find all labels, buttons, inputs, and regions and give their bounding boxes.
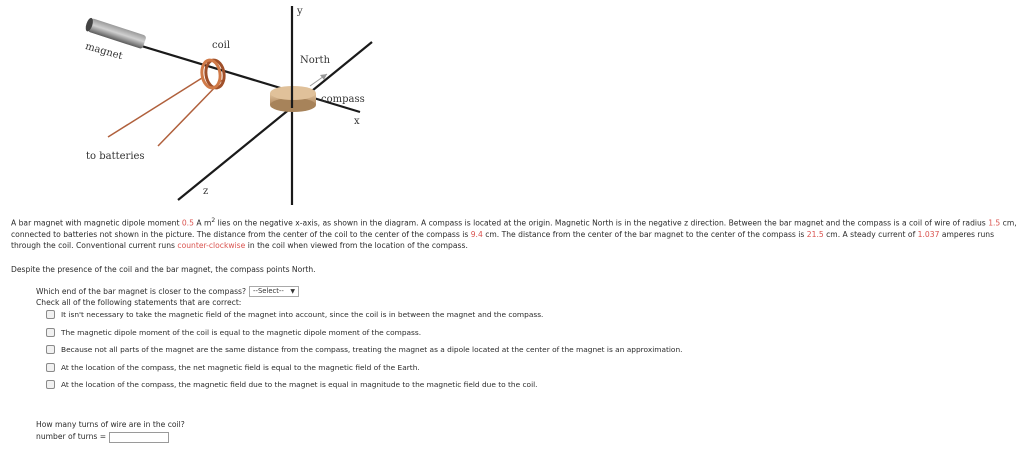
statement-item[interactable] bbox=[46, 341, 683, 359]
z-axis-label: z bbox=[203, 186, 209, 197]
coil bbox=[200, 59, 226, 89]
magnet-end-question-label: Which end of the bar magnet is closer to the compass? bbox=[36, 287, 247, 296]
diagram-canvas bbox=[0, 0, 1024, 210]
compass-prompt: Despite the presence of the coil and the bar magnet, the compass points North. bbox=[11, 265, 316, 274]
problem-text: cm, connected to batteries not shown in the picture. The distance from the center of the coil to the center of the compass is bbox=[11, 218, 1017, 239]
magnet-distance-value: 21.5 bbox=[806, 229, 824, 239]
statement-list bbox=[46, 306, 683, 394]
statement-checkbox[interactable] bbox=[46, 328, 55, 337]
statement-checkbox[interactable] bbox=[46, 310, 55, 319]
magnet-label: magnet bbox=[83, 41, 124, 63]
statement-text: At the location of the compass, the net magnetic field is equal to the magnetic field of the Earth. bbox=[61, 362, 420, 372]
magnet-end-select[interactable] bbox=[249, 286, 299, 297]
x-axis-label: x bbox=[354, 116, 360, 127]
statement-text: The magnetic dipole moment of the coil is equal to the magnetic dipole moment of the compass. bbox=[61, 327, 422, 337]
chevron-down-icon: ▼ bbox=[290, 288, 296, 295]
problem-text: lies on the negative x-axis, as shown in the diagram. A compass is located at the origin. Magnetic North is in the negative z direction. Between the bar magnet and the compass is a coil of wire of radius bbox=[215, 218, 989, 228]
problem-text: amperes runs through the coil. Conventional current runs bbox=[11, 229, 995, 250]
physics-diagram bbox=[0, 0, 1024, 210]
north-label: North bbox=[300, 55, 331, 66]
coil-radius-value: 1.5 bbox=[988, 218, 1001, 228]
problem-text: in the coil when viewed from the location of the compass. bbox=[245, 240, 468, 250]
statement-text: Because not all parts of the magnet are the same distance from the compass, treating the magnet as a dipole located at the center of the magnet is an approximation. bbox=[61, 345, 683, 355]
current-value: 1.037 bbox=[917, 229, 940, 239]
coil-label: coil bbox=[212, 40, 231, 51]
wire-2 bbox=[158, 80, 222, 146]
problem-text: A m bbox=[193, 218, 212, 228]
unit-superscript: 2 bbox=[211, 217, 216, 224]
check-instruction: Check all of the following statements that are correct: bbox=[36, 298, 242, 307]
problem-text: A bar magnet with magnetic dipole moment bbox=[11, 218, 182, 228]
question-magnet-end bbox=[36, 286, 299, 308]
batteries-label: to batteries bbox=[86, 151, 145, 162]
select-value: --Select-- bbox=[253, 287, 284, 295]
current-direction-value: counter-clockwise bbox=[177, 240, 246, 250]
question-turns bbox=[36, 419, 185, 443]
dipole-moment-value: 0.5 bbox=[181, 218, 194, 228]
statement-checkbox[interactable] bbox=[46, 363, 55, 372]
statement-item[interactable] bbox=[46, 306, 683, 324]
problem-text: cm. A steady current of bbox=[823, 229, 918, 239]
wire-1 bbox=[108, 78, 202, 137]
statement-checkbox[interactable] bbox=[46, 345, 55, 354]
turns-input[interactable] bbox=[109, 432, 169, 443]
statement-item[interactable] bbox=[46, 376, 683, 394]
coil-distance-value: 9.4 bbox=[470, 229, 483, 239]
statement-text: It isn't necessary to take the magnetic field of the magnet into account, since the coil is in between the magnet and the compass. bbox=[61, 310, 544, 320]
statement-checkbox[interactable] bbox=[46, 380, 55, 389]
turns-label: number of turns = bbox=[36, 432, 107, 441]
problem-paragraph bbox=[11, 215, 1021, 251]
problem-statement bbox=[11, 215, 1021, 251]
turns-question: How many turns of wire are in the coil? bbox=[36, 420, 185, 429]
problem-text: cm. The distance from the center of the bar magnet to the center of the compass is bbox=[482, 229, 807, 239]
statement-item[interactable] bbox=[46, 359, 683, 377]
statement-item[interactable] bbox=[46, 324, 683, 342]
statement-text: At the location of the compass, the magnetic field due to the magnet is equal in magnitude to the magnetic field due to the coil. bbox=[61, 380, 538, 390]
compass-label: compass bbox=[321, 94, 365, 105]
compass bbox=[270, 86, 316, 112]
y-axis-label: y bbox=[297, 6, 303, 17]
